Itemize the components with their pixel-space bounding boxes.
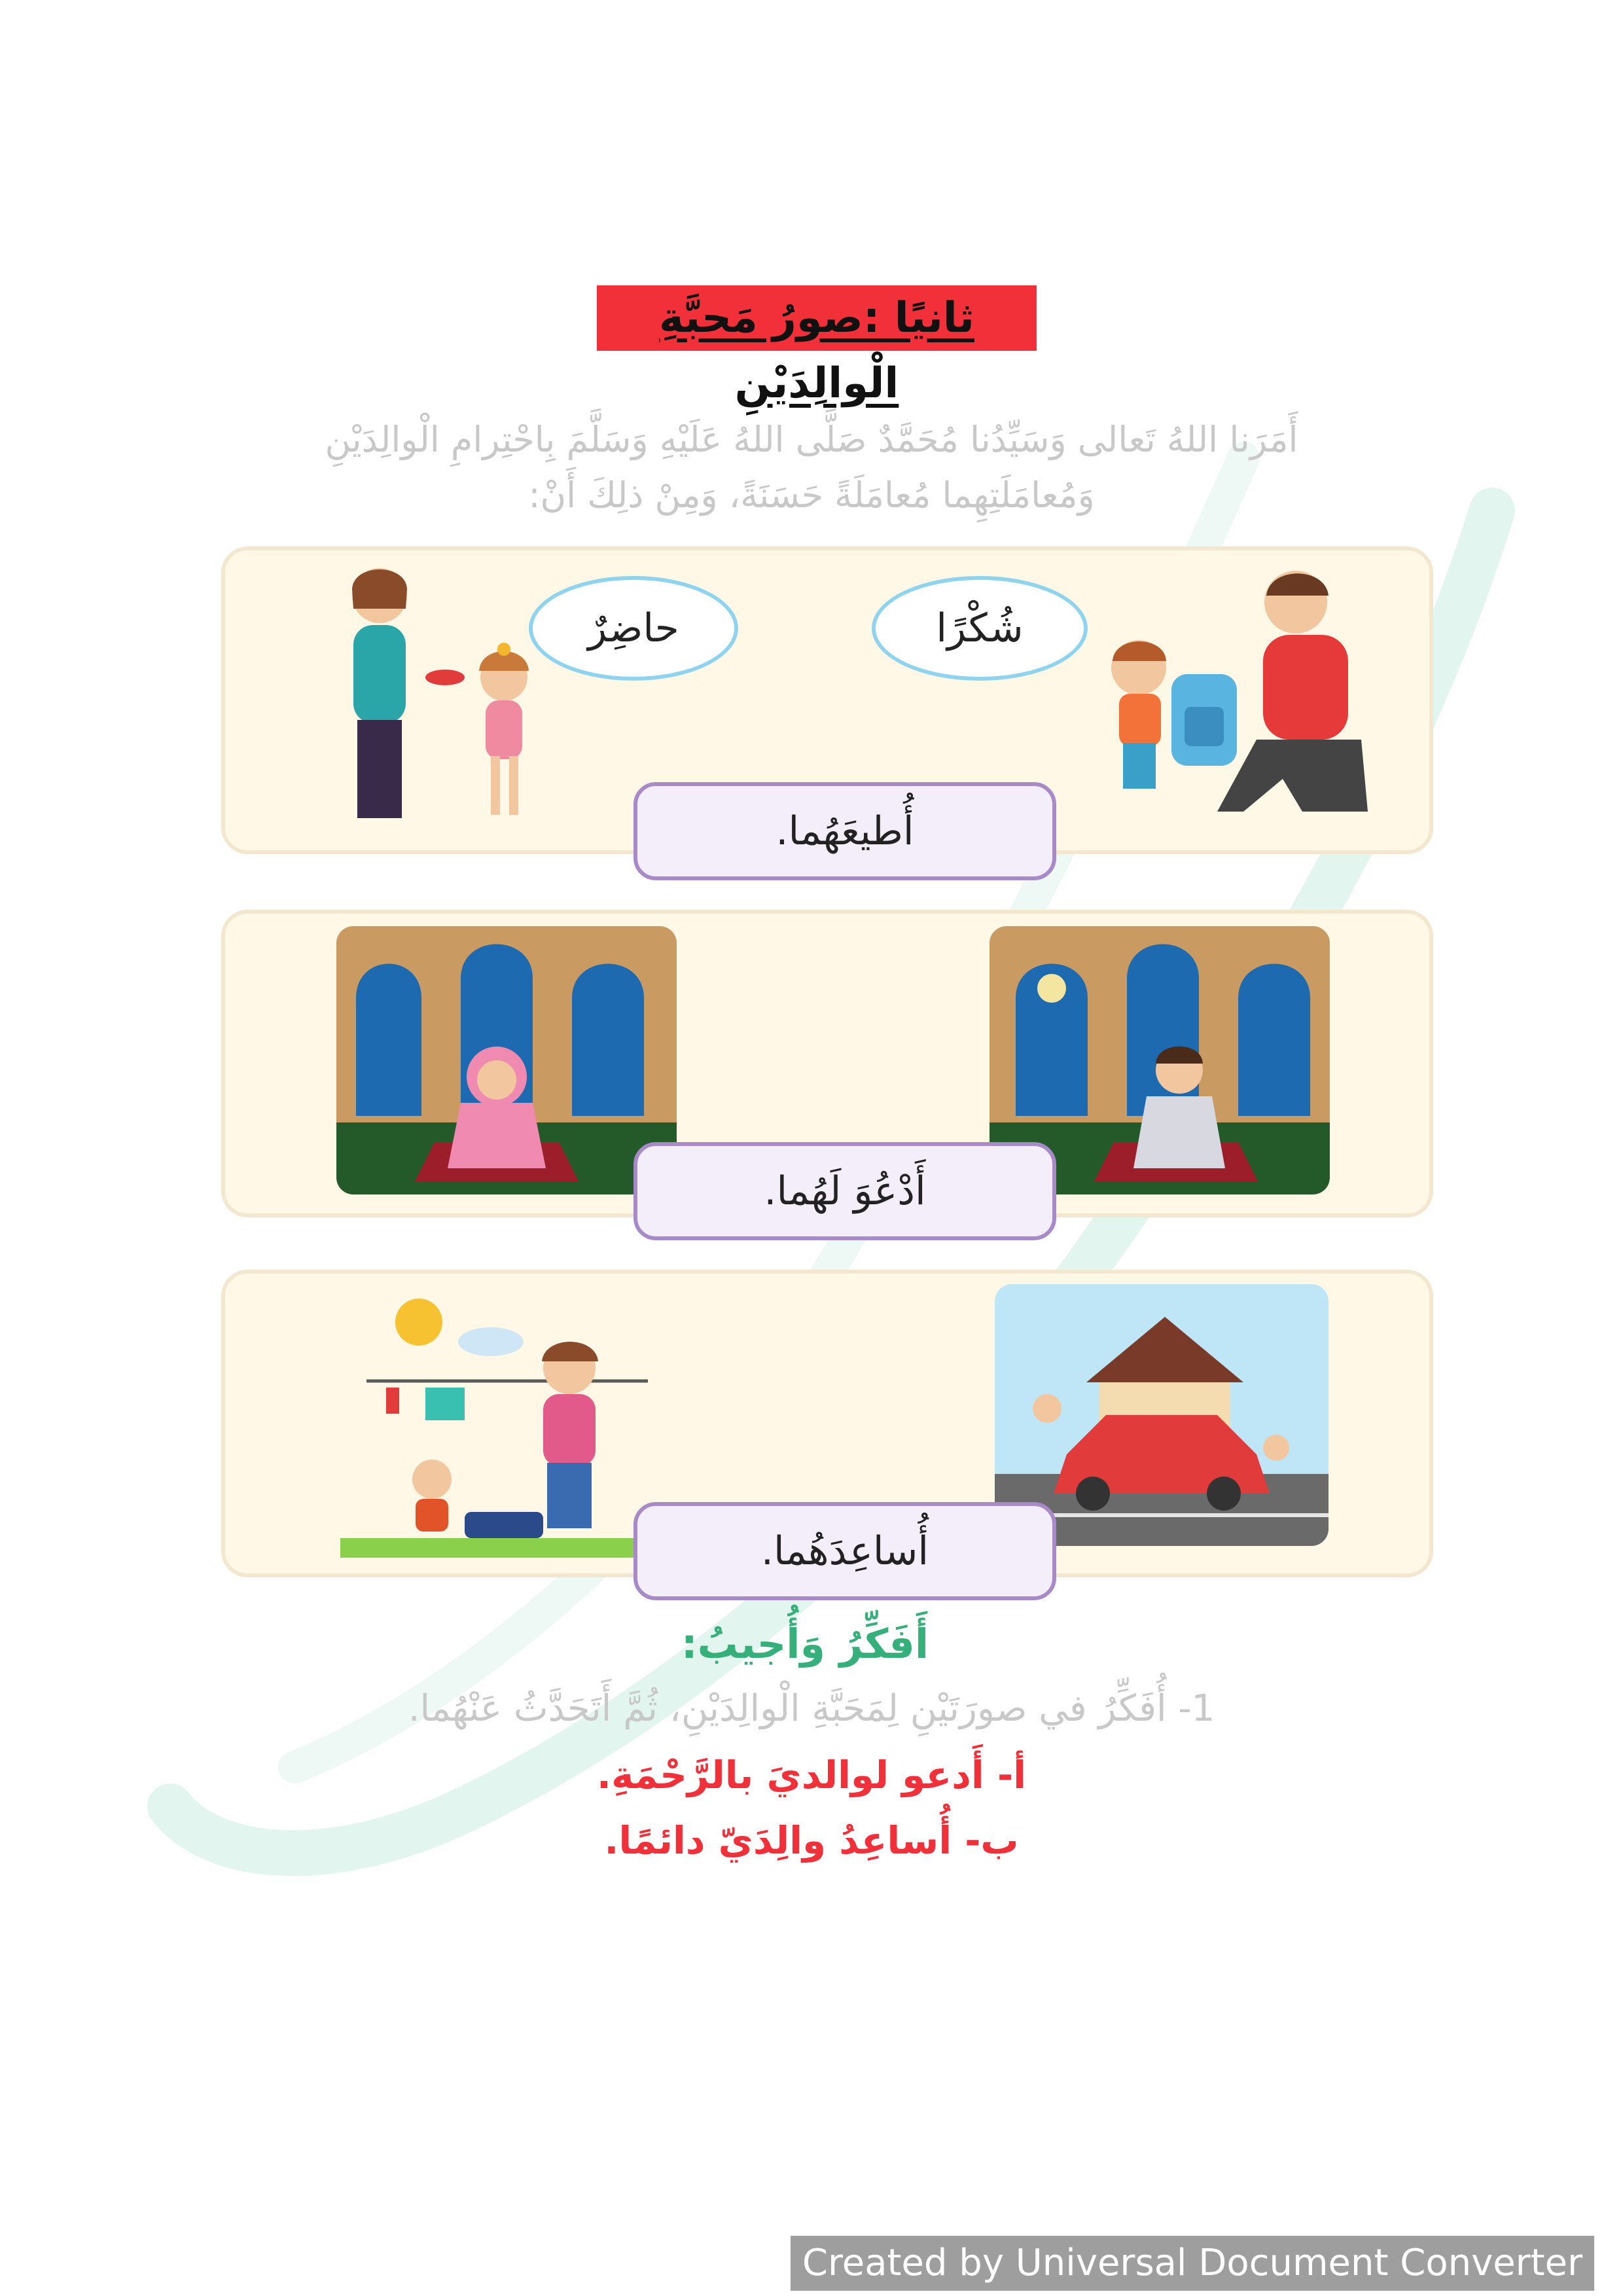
answer-a: أ- أَدعو لوالديَ بالرَّحْمَةِ. [597, 1753, 1026, 1797]
father-boy-illustration [1086, 563, 1394, 838]
mother-laundry-illustration [340, 1283, 681, 1558]
page-title: ثانيًا :صورُ مَحبَّةِ الْوالِدَيْنِ [597, 285, 1037, 351]
speech-bubble-shukran: شُكْرًا [872, 576, 1088, 681]
question-1: 1- أُفَكِّرُ في صورَتَيْنِ لِمَحَبَّةِ الْوالِدَيْنِ، ثُمَّ أَتَحَدَّثُ عَنْهُما. [408, 1687, 1215, 1730]
intro-line-1: أَمَرَنا اللهُ تَعالى وَسَيِّدُنا مُحَمَّدٌ صَلَّى اللهُ عَلَيْهِ وَسَلَّمَ بِاحْتِرامِ الْوالِدَيْنِ [325, 419, 1298, 460]
caption-pray: أَدْعُوَ لَهُما. [633, 1142, 1056, 1240]
girl-praying-illustration [336, 926, 677, 1194]
caption-help: أُساعِدَهُما. [633, 1502, 1056, 1600]
intro-line-2: وَمُعامَلَتِهِما مُعامَلَةً حَسَنَةً، وَمِنْ ذلِكَ أَنْ: [528, 475, 1095, 516]
converter-footer: Created by Universal Document Converter [791, 2236, 1594, 2291]
think-heading: أَفَكِّرُ وَأُجيبُ: [681, 1620, 929, 1668]
speech-bubble-hadir: حاضِرٌ [529, 576, 738, 681]
caption-obey: أُطيعَهُما. [633, 782, 1056, 880]
answer-b: ب- أُساعِدُ والِدَيّ دائمًا. [604, 1818, 1019, 1863]
